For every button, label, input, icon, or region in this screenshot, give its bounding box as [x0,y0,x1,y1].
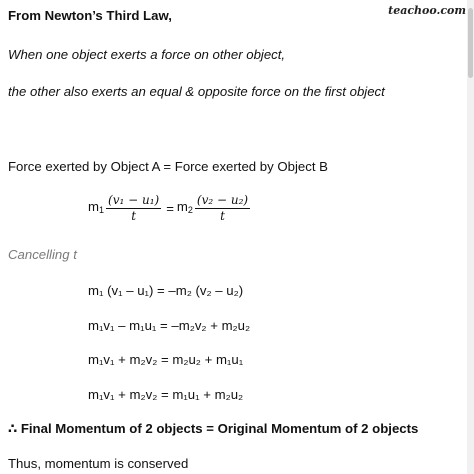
law-line-1: When one object exerts a force on other object, [8,47,286,62]
lhs-denominator: t [131,209,137,223]
brand-logo: teachoo.com [388,4,466,17]
rhs-denominator: t [220,209,225,223]
rhs-fraction [195,193,250,224]
force-statement: Force exerted by Object A = Force exerted by Object B [8,159,328,174]
lhs-mass: $m_1$ [88,199,105,215]
lhs-fraction [106,193,161,224]
equals-sign: = [166,201,174,216]
equation-4: m₁v₁ + m₂v₂ = m₁u₁ + m₂u₂ [88,387,244,402]
fraction-equation [88,193,252,224]
law-line-2: the other also exerts an equal & opposite force on the first object [8,84,385,99]
cancel-note: Cancelling t [8,247,77,262]
lhs-numerator: (v₁ − u₁) [108,193,160,207]
heading: From Newton’s Third Law, [8,8,172,23]
scrollbar-thumb[interactable] [468,8,473,78]
equation-1: m₁ (v₁ – u₁) = –m₂ (v₂ – u₂) [88,283,244,298]
scrollbar-track[interactable] [467,0,474,474]
equation-3: m₁v₁ + m₂v₂ = m₂u₂ + m₁u₁ [88,352,244,367]
equation-2: m₁v₁ – m₁u₁ = –m₂v₂ + m₂u₂ [88,318,251,333]
conclusion: ∴ Final Momentum of 2 objects = Original Momentum of 2 objects [8,421,419,436]
rhs-numerator: (v₂ − u₂) [196,193,249,207]
final-line: Thus, momentum is conserved [8,456,189,471]
rhs-mass: $m_2$ [176,199,193,215]
